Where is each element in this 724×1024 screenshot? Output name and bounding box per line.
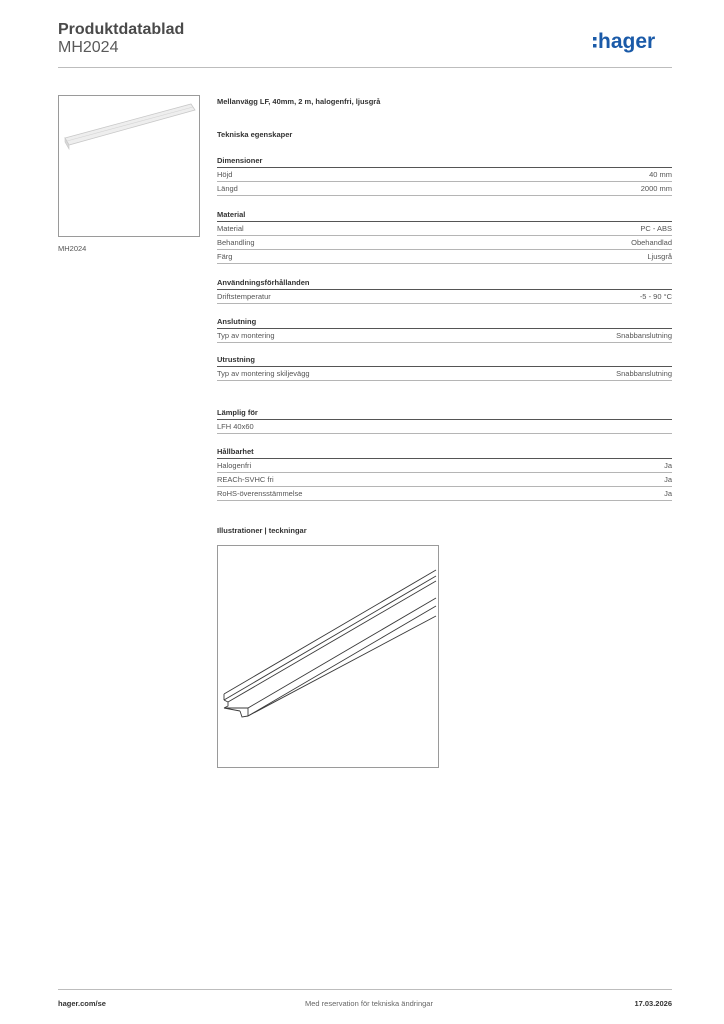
footer-divider [58, 989, 672, 990]
row-label: Typ av montering skiljevägg [217, 369, 310, 378]
footer-website: hager.com/se [58, 999, 106, 1008]
row-label: Driftstemperatur [217, 292, 271, 301]
section-equipment [217, 354, 672, 381]
table-row [217, 236, 672, 250]
product-code: MH2024 [58, 39, 119, 56]
row-value: 40 mm [649, 170, 672, 179]
page-title: Produktdatablad [58, 21, 185, 38]
row-value: Ja [664, 489, 672, 498]
row-label: LFH 40x60 [217, 422, 254, 431]
row-label: Höjd [217, 170, 233, 179]
properties-title: Tekniska egenskaper [217, 130, 293, 139]
table-row [217, 329, 672, 343]
row-label: Längd [217, 184, 238, 193]
table-row [217, 222, 672, 236]
section-dimensions [217, 155, 672, 196]
illustrations-title: Illustrationer | teckningar [217, 526, 307, 535]
technical-drawing-image [218, 546, 438, 767]
logo-dot-bottom [593, 44, 597, 48]
table-row [217, 459, 672, 473]
row-value: -5 - 90 °C [639, 292, 672, 301]
section-suitable-for [217, 407, 672, 434]
section-sustainability [217, 446, 672, 501]
section-title: Lämplig för [217, 407, 672, 420]
row-value: Ja [664, 461, 672, 470]
product-thumbnail [58, 95, 200, 237]
table-row [217, 367, 672, 381]
row-label: Material [217, 224, 244, 233]
section-connection [217, 316, 672, 343]
section-title: Anslutning [217, 316, 672, 329]
product-thumbnail-image [59, 96, 199, 236]
product-title: Mellanvägg LF, 40mm, 2 m, halogenfri, ljusgrå [217, 97, 381, 106]
row-label: RoHS-överensstämmelse [217, 489, 303, 498]
row-label: Halogenfri [217, 461, 252, 470]
logo-text: hager [598, 30, 656, 53]
section-title: Dimensioner [217, 155, 672, 168]
footer-date: 17.03.2026 [634, 999, 672, 1008]
row-value: Ja [664, 475, 672, 484]
row-value: Snabbanslutning [616, 369, 672, 378]
table-row [217, 487, 672, 501]
header-divider [58, 67, 672, 68]
section-title: Material [217, 209, 672, 222]
row-label: Behandling [217, 238, 255, 247]
technical-drawing [217, 545, 439, 768]
section-conditions [217, 277, 672, 304]
row-label: Färg [217, 252, 233, 261]
section-title: Användningsförhållanden [217, 277, 672, 290]
row-value: Obehandlad [631, 238, 672, 247]
table-row [217, 250, 672, 264]
row-value: 2000 mm [640, 184, 672, 193]
row-value: PC - ABS [640, 224, 672, 233]
table-row [217, 420, 672, 434]
table-row [217, 182, 672, 196]
section-material [217, 209, 672, 264]
section-title: Utrustning [217, 354, 672, 367]
table-row [217, 290, 672, 304]
section-title: Hållbarhet [217, 446, 672, 459]
row-label: REACh-SVHC fri [217, 475, 274, 484]
table-row [217, 168, 672, 182]
row-value: Snabbanslutning [616, 331, 672, 340]
logo-dot-top [593, 37, 597, 41]
table-row [217, 473, 672, 487]
thumbnail-caption: MH2024 [58, 244, 87, 253]
row-label: Typ av montering [217, 331, 275, 340]
hager-logo [592, 28, 676, 58]
footer-disclaimer: Med reservation för tekniska ändringar [305, 999, 433, 1008]
row-value: Ljusgrå [647, 252, 672, 261]
